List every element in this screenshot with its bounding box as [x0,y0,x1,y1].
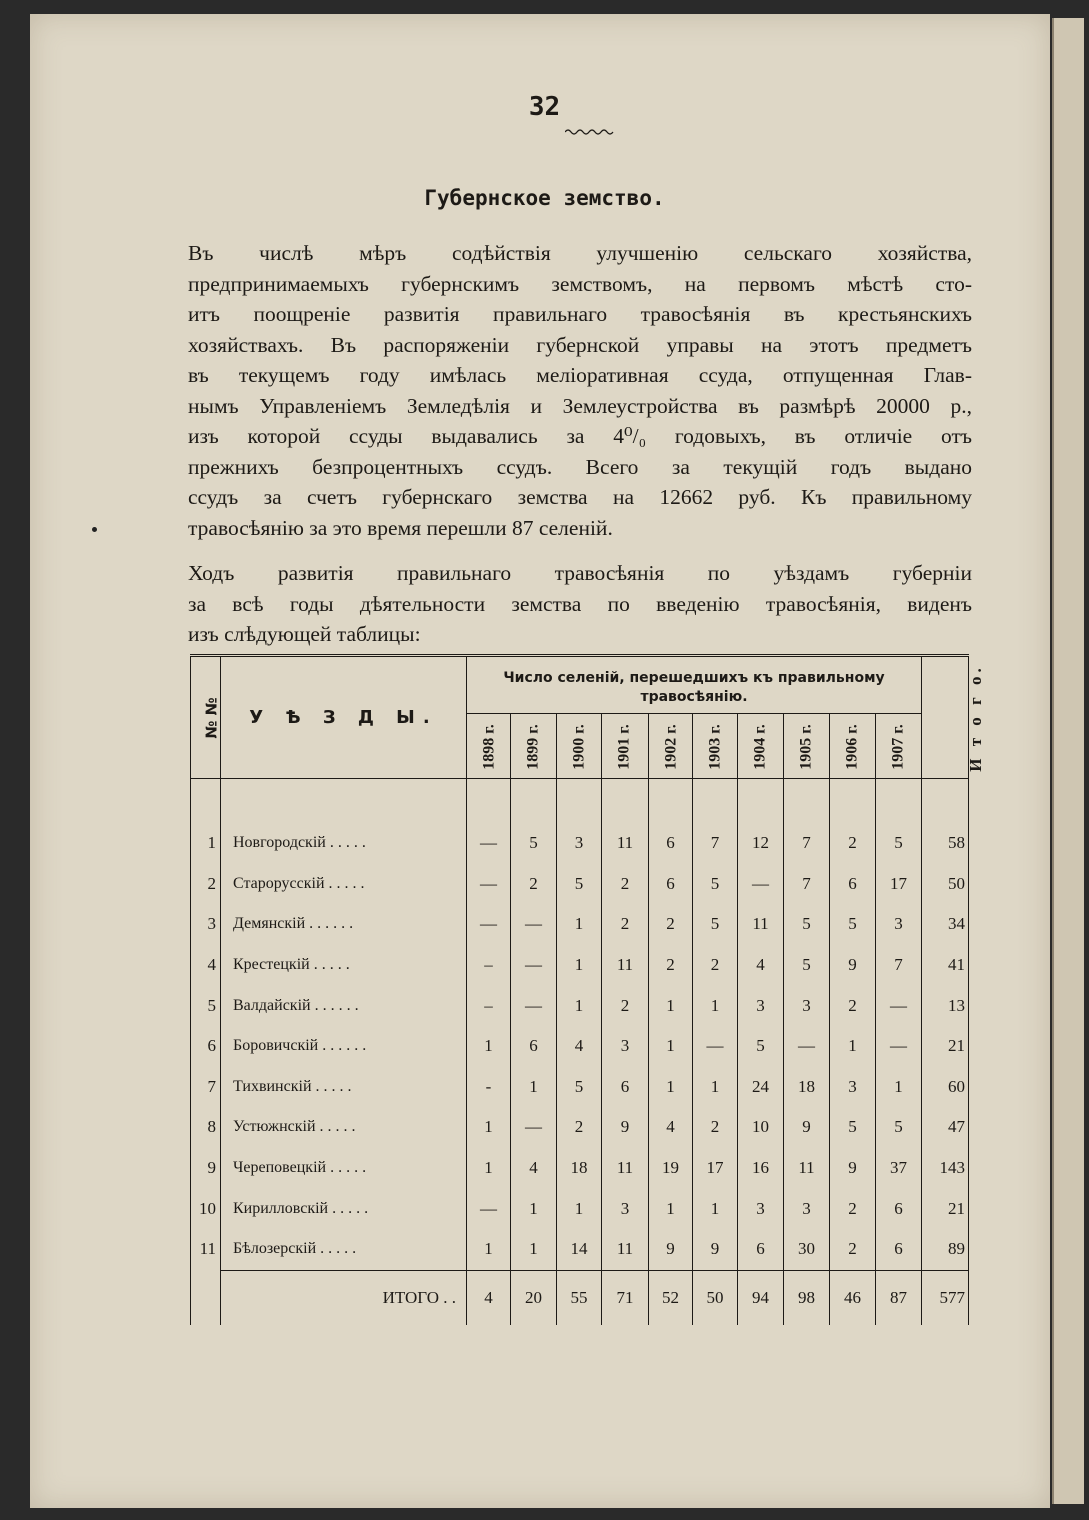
year-value: 1 [649,1067,693,1108]
text-line: изъ которой ссуды выдавались за 4⁰/₀ годовыхъ, въ отличіе отъ [188,424,972,448]
year-value: 1 [467,1026,511,1067]
year-value: 9 [602,1107,649,1148]
grand-total: 577 [922,1270,969,1325]
year-value: 2 [693,945,738,986]
text-line: изъ слѣдующей таблицы: [188,622,421,646]
year-value: - [467,1067,511,1108]
year-value: 9 [830,945,876,986]
year-header [876,714,922,779]
year-label: 1900 г. [570,724,588,770]
year-value: 6 [876,1188,922,1229]
year-value: 6 [830,864,876,905]
uezd-name: Новгородскій . . . . . [221,823,467,864]
column-header-uezdy: У Ѣ З Д Ы. [221,656,467,779]
year-header [693,714,738,779]
year-value: 30 [784,1229,830,1270]
row-number: 9 [191,1148,221,1189]
year-value: — [738,864,784,905]
uezd-name: Демянскій . . . . . . [221,904,467,945]
uezd-name: Череповецкій . . . . . [221,1148,467,1189]
row-total: 58 [922,823,969,864]
year-value: 1 [511,1229,557,1270]
uezd-name: Тихвинскій . . . . . [221,1067,467,1108]
year-value: 16 [738,1148,784,1189]
row-total: 47 [922,1107,969,1148]
year-value: 2 [830,1229,876,1270]
year-value: 3 [602,1026,649,1067]
year-value: 1 [693,985,738,1026]
year-value: 18 [784,1067,830,1108]
year-total: 55 [557,1270,602,1325]
table-row [191,864,969,905]
section-heading: Губернское земство. [424,186,665,210]
next-page-edge [1052,18,1084,1504]
year-label: 1906 г. [843,724,861,770]
year-value: 3 [784,1188,830,1229]
year-value: 7 [876,945,922,986]
year-value: 24 [738,1067,784,1108]
year-value: 11 [602,823,649,864]
year-value: 5 [830,904,876,945]
uezd-name: Кирилловскій . . . . . [221,1188,467,1229]
year-value: 7 [784,864,830,905]
uezd-name: Устюжнскій . . . . . [221,1107,467,1148]
year-total: 46 [830,1270,876,1325]
year-value: 5 [557,1067,602,1108]
row-total: 41 [922,945,969,986]
table-row [191,985,969,1026]
row-total: 13 [922,985,969,1026]
text-line: Въ числѣ мѣръ содѣйствія улучшенію сельскаго хозяйства, [188,241,972,265]
table-row [191,1067,969,1108]
year-header [557,714,602,779]
year-value: 6 [511,1026,557,1067]
row-total: 21 [922,1188,969,1229]
year-value: — [467,1188,511,1229]
year-value: — [467,823,511,864]
table-body [191,779,969,1325]
table-row [191,1148,969,1189]
year-value: 6 [602,1067,649,1108]
uezd-name: Валдайскій . . . . . . [221,985,467,1026]
year-value: 2 [830,1188,876,1229]
table-row [191,1229,969,1270]
year-value: 3 [830,1067,876,1108]
year-label: 1907 г. [889,724,907,770]
year-value: 5 [693,864,738,905]
text-line: за всѣ годы дѣятельности земства по введенію травосѣянія, виденъ [188,591,972,616]
table-row [191,945,969,986]
year-header [467,714,511,779]
year-value: 5 [830,1107,876,1148]
year-value: 5 [693,904,738,945]
year-value: 1 [557,1188,602,1229]
totals-spacer [191,1270,221,1325]
uezd-name: Старорусскій . . . . . [221,864,467,905]
year-header [830,714,876,779]
table-row [191,1026,969,1067]
table-spacer-row [191,779,969,824]
year-value: – [467,945,511,986]
year-value: 3 [784,985,830,1026]
data-table [190,654,985,1325]
year-value: 5 [876,823,922,864]
year-value: 11 [602,1148,649,1189]
year-label: 1904 г. [751,724,769,770]
year-value: — [784,1026,830,1067]
year-value: — [511,1107,557,1148]
column-header-itogo: И т о г о. [922,656,969,779]
table-row [191,904,969,945]
year-value: 4 [511,1148,557,1189]
page-number-ornament [565,128,615,136]
text-line: въ текущемъ году имѣлась меліоративная ссуда, отпущенная Глав- [188,363,972,387]
row-total: 143 [922,1148,969,1189]
year-value: 5 [738,1026,784,1067]
year-value: 3 [876,904,922,945]
row-number: 5 [191,985,221,1026]
year-value: 12 [738,823,784,864]
year-value: — [511,945,557,986]
year-value: 1 [557,904,602,945]
year-total: 98 [784,1270,830,1325]
row-number: 10 [191,1188,221,1229]
row-number: 8 [191,1107,221,1148]
year-value: – [467,985,511,1026]
page-number: 32 [528,92,561,122]
column-group-header: Число селеній, перешедшихъ къ правильному травосѣянію. [467,656,922,714]
year-value: — [467,904,511,945]
year-label: 1903 г. [706,724,724,770]
year-value: 1 [467,1229,511,1270]
year-value: 6 [876,1229,922,1270]
paragraph-1 [188,238,972,543]
table-row [191,1188,969,1229]
year-value: 17 [693,1148,738,1189]
year-value: 4 [738,945,784,986]
year-label: 1905 г. [797,724,815,770]
uezd-name: Крестецкій . . . . . [221,945,467,986]
row-number: 2 [191,864,221,905]
year-value: — [511,904,557,945]
year-value: 9 [693,1229,738,1270]
year-value: 1 [467,1148,511,1189]
text-line: прежнихъ безпроцентныхъ ссудъ. Всего за текущій годъ выдано [188,454,972,479]
year-value: 3 [738,1188,784,1229]
year-value: 1 [557,985,602,1026]
year-value: 1 [693,1188,738,1229]
year-header [738,714,784,779]
year-header [511,714,557,779]
year-value: 14 [557,1229,602,1270]
row-number: 1 [191,823,221,864]
year-value: 2 [830,823,876,864]
year-total: 94 [738,1270,784,1325]
year-value: 9 [830,1148,876,1189]
year-value: 2 [649,945,693,986]
text-line: травосѣянію за это время перешли 87 селеній. [188,515,613,540]
year-value: 17 [876,864,922,905]
row-total: 50 [922,864,969,905]
year-value: 11 [602,945,649,986]
year-value: 1 [557,945,602,986]
year-value: 7 [693,823,738,864]
year-value: 1 [467,1107,511,1148]
year-value: 3 [602,1188,649,1229]
year-header [784,714,830,779]
year-value: 2 [602,864,649,905]
year-value: 1 [693,1067,738,1108]
uezd-name: Боровичскій . . . . . . [221,1026,467,1067]
paragraph-2 [188,558,972,650]
table-row [191,1107,969,1148]
text-line: итъ поощреніе развитія правильнаго травосѣянія въ крестьянскихъ [188,302,972,326]
year-value: 5 [784,945,830,986]
year-value: 2 [649,904,693,945]
year-label: 1898 г. [480,724,498,770]
year-value: 5 [511,823,557,864]
year-value: 2 [557,1107,602,1148]
year-value: — [511,985,557,1026]
year-value: 1 [649,985,693,1026]
year-value: 2 [693,1107,738,1148]
year-value: 2 [830,985,876,1026]
year-value: 1 [511,1067,557,1108]
year-label: 1899 г. [524,724,542,770]
year-value: 1 [649,1026,693,1067]
year-total: 50 [693,1270,738,1325]
year-total: 71 [602,1270,649,1325]
year-value: 6 [738,1229,784,1270]
year-value: 1 [830,1026,876,1067]
year-label: 1901 г. [616,724,633,770]
year-value: 5 [784,904,830,945]
year-value: 7 [784,823,830,864]
year-value: 5 [557,864,602,905]
year-value: 2 [602,985,649,1026]
totals-row [191,1270,969,1325]
year-label: 1902 г. [662,724,680,770]
row-total: 21 [922,1026,969,1067]
year-total: 20 [511,1270,557,1325]
row-number: 6 [191,1026,221,1067]
year-value: 2 [511,864,557,905]
text-line: предпринимаемыхъ губернскимъ земствомъ, на первомъ мѣстѣ сто- [188,271,972,296]
column-header-number: № № [191,656,221,779]
year-total: 4 [467,1270,511,1325]
year-header [602,714,649,779]
year-value: 9 [784,1107,830,1148]
year-value: — [876,985,922,1026]
table-row [191,823,969,864]
year-value: 3 [738,985,784,1026]
text-line: ссудъ за счетъ губернскаго земства на 12662 руб. Къ правильному [188,485,972,509]
year-header [649,714,693,779]
row-number: 11 [191,1229,221,1270]
row-total: 89 [922,1229,969,1270]
year-value: 19 [649,1148,693,1189]
text-line: нымъ Управленіемъ Земледѣлія и Землеустройства въ размѣрѣ 20000 р., [188,393,972,418]
year-value: 10 [738,1107,784,1148]
year-value: 2 [602,904,649,945]
year-value: 6 [649,864,693,905]
year-value: 5 [876,1107,922,1148]
row-number: 7 [191,1067,221,1108]
year-value: — [693,1026,738,1067]
margin-dot [92,527,97,532]
year-value: 1 [649,1188,693,1229]
year-value: 11 [738,904,784,945]
row-number: 3 [191,904,221,945]
row-total: 34 [922,904,969,945]
year-value: 37 [876,1148,922,1189]
year-value: 1 [511,1188,557,1229]
uezd-name: Бѣлозерскій . . . . . [221,1229,467,1270]
year-value: 1 [876,1067,922,1108]
year-value: 11 [784,1148,830,1189]
year-value: 3 [557,823,602,864]
year-value: — [876,1026,922,1067]
year-value: 11 [602,1229,649,1270]
year-value: — [467,864,511,905]
year-value: 4 [649,1107,693,1148]
table-header [191,656,985,779]
year-value: 18 [557,1148,602,1189]
row-number: 4 [191,945,221,986]
row-total: 60 [922,1067,969,1108]
totals-label: ИТОГО . . [221,1270,467,1325]
year-total: 52 [649,1270,693,1325]
year-value: 9 [649,1229,693,1270]
text-line: Ходъ развитія правильнаго травосѣянія по уѣздамъ губерніи [188,561,972,585]
year-value: 6 [649,823,693,864]
year-total: 87 [876,1270,922,1325]
text-line: хозяйствахъ. Въ распоряженіи губернской управы на этотъ предметъ [188,332,972,357]
year-value: 4 [557,1026,602,1067]
